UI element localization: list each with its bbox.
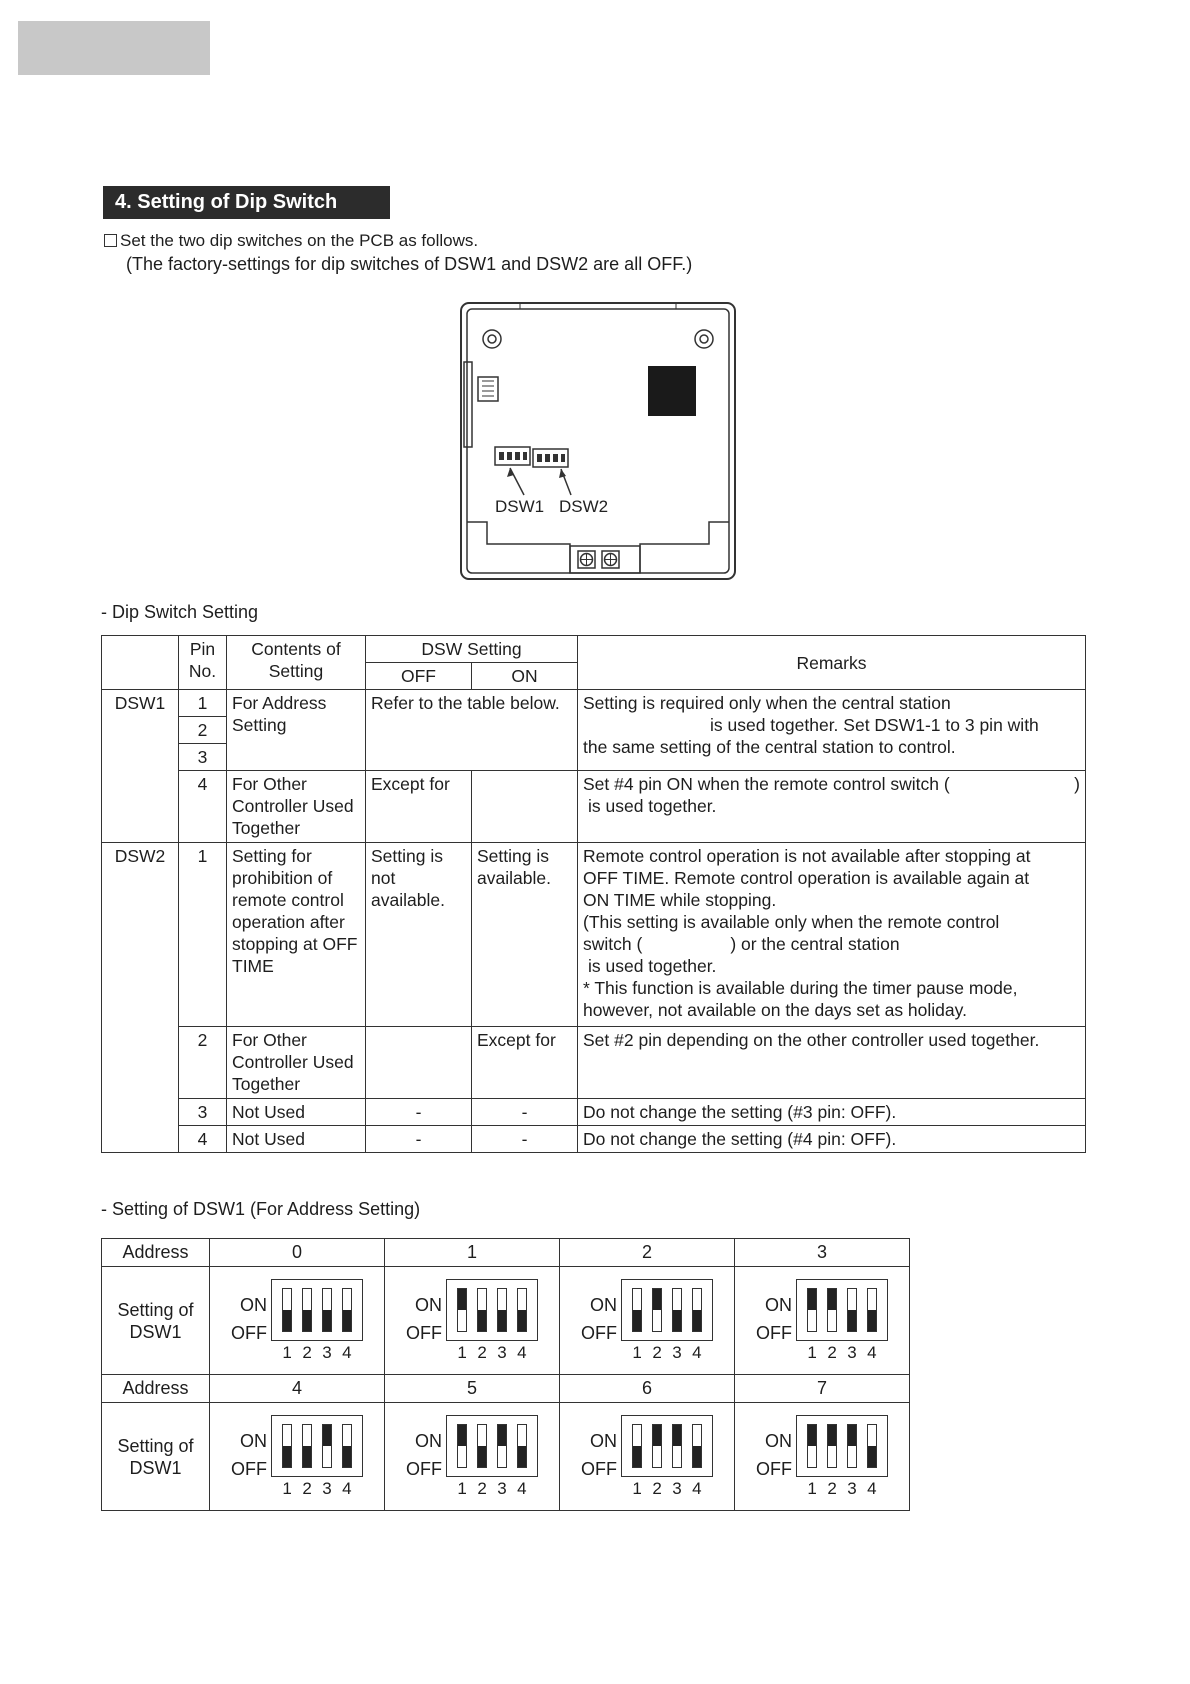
pin-cell: 2 bbox=[179, 1027, 227, 1099]
dip-pin-2-on bbox=[827, 1424, 837, 1468]
on-label: ON bbox=[765, 1294, 792, 1315]
pin-number: 4 bbox=[342, 1478, 352, 1498]
intro-line-2: (The factory-settings for dip switches of DSW1 and DSW2 are all OFF.) bbox=[126, 254, 693, 274]
remarks-text: Set #4 pin ON when the remote control switch ( bbox=[583, 774, 950, 794]
pin-number: 1 bbox=[807, 1478, 817, 1498]
off-except-for: Except for bbox=[366, 771, 472, 843]
header-pin-no: Pin No. bbox=[179, 636, 227, 690]
dip-pin-1-off bbox=[282, 1288, 292, 1332]
header-placeholder-box bbox=[18, 21, 210, 75]
on-dash: - bbox=[472, 1126, 578, 1153]
dip-switch-diagram bbox=[735, 1403, 910, 1511]
remarks-line: is used together. Set DSW1-1 to 3 pin with bbox=[710, 715, 1039, 735]
remarks-line: (This setting is available only when the remote control bbox=[583, 912, 1000, 932]
contents-not-used: Not Used bbox=[227, 1126, 366, 1153]
pin-cell: 1 bbox=[179, 690, 227, 717]
pin-number: 1 bbox=[457, 1478, 467, 1498]
pcb-label-dsw1: DSW1 bbox=[495, 497, 545, 516]
on-label: ON bbox=[765, 1430, 792, 1451]
pin-number: 3 bbox=[847, 1342, 857, 1362]
address-value: 1 bbox=[385, 1239, 560, 1267]
address-label: Address bbox=[102, 1239, 210, 1267]
pin-number: 3 bbox=[497, 1478, 507, 1498]
address-value: 7 bbox=[735, 1375, 910, 1403]
dip-switch-graphic bbox=[560, 1415, 734, 1499]
pin-number: 3 bbox=[672, 1342, 682, 1362]
pin-number: 3 bbox=[847, 1478, 857, 1498]
setting-row bbox=[102, 1267, 910, 1375]
off-label: OFF bbox=[231, 1458, 267, 1479]
dip-pin-4-off bbox=[867, 1424, 877, 1468]
pin-number: 1 bbox=[282, 1478, 292, 1498]
remarks-pin3: Do not change the setting (#3 pin: OFF). bbox=[578, 1099, 1086, 1126]
off-label: OFF bbox=[756, 1322, 792, 1343]
contents-address-setting: For Address Setting bbox=[227, 690, 366, 771]
row-label-dsw1: DSW1 bbox=[102, 690, 179, 843]
dip-pin-2-off bbox=[477, 1424, 487, 1468]
off-label: OFF bbox=[406, 1322, 442, 1343]
pin-number: 4 bbox=[692, 1342, 702, 1362]
dip-pin-3-on bbox=[672, 1424, 682, 1468]
off-label: OFF bbox=[756, 1458, 792, 1479]
dip-pin-3-off bbox=[847, 1288, 857, 1332]
dip-switch-icon bbox=[621, 1415, 713, 1477]
remarks-prohibition bbox=[578, 843, 1086, 1027]
dip-pin-4-off bbox=[342, 1424, 352, 1468]
dip-switch-graphic bbox=[385, 1279, 559, 1363]
remarks-pin2: Set #2 pin depending on the other controller used together. bbox=[578, 1027, 1086, 1099]
dip-pin-2-on bbox=[652, 1288, 662, 1332]
dip-pin-4-off bbox=[692, 1288, 702, 1332]
intro-line-1 bbox=[104, 231, 478, 251]
remarks-pin4: Do not change the setting (#4 pin: OFF). bbox=[578, 1126, 1086, 1153]
remarks-line: * This function is available during the timer pause mode, bbox=[583, 978, 1018, 998]
dip-switch-graphic bbox=[210, 1279, 384, 1363]
dip-pin-3-off bbox=[322, 1288, 332, 1332]
pin-number: 3 bbox=[322, 1342, 332, 1362]
remarks-text: ) bbox=[1074, 774, 1080, 794]
address-label: Address bbox=[102, 1375, 210, 1403]
setting-label: Setting of DSW1 bbox=[102, 1267, 210, 1375]
pin-number: 2 bbox=[827, 1342, 837, 1362]
pin-cell: 3 bbox=[179, 744, 227, 771]
remarks-line: Remote control operation is not available after stopping at bbox=[583, 846, 1031, 866]
contents-other-controller: For Other Controller Used Together bbox=[227, 771, 366, 843]
pcb-diagram bbox=[460, 302, 738, 580]
header-blank bbox=[102, 636, 179, 690]
dip-pin-1-on bbox=[807, 1288, 817, 1332]
off-label: OFF bbox=[581, 1458, 617, 1479]
off-dash: - bbox=[366, 1126, 472, 1153]
contents-other-controller-2: For Other Controller Used Together bbox=[227, 1027, 366, 1099]
dip-pin-2-off bbox=[302, 1424, 312, 1468]
address-row bbox=[102, 1239, 910, 1267]
pin-number: 2 bbox=[302, 1478, 312, 1498]
off-dash: - bbox=[366, 1099, 472, 1126]
dip-pin-4-off bbox=[517, 1424, 527, 1468]
remarks-line: is used together. bbox=[588, 956, 717, 976]
pin-number: 3 bbox=[672, 1478, 682, 1498]
contents-prohibition: Setting for prohibition of remote control operation after stopping at OFF TIME bbox=[227, 843, 366, 1027]
header-off: OFF bbox=[366, 663, 472, 690]
dip-pin-4-off bbox=[867, 1288, 877, 1332]
pin-number: 1 bbox=[807, 1342, 817, 1362]
dip-switch-graphic bbox=[735, 1279, 909, 1363]
dip-pin-2-off bbox=[477, 1288, 487, 1332]
dip-pin-3-off bbox=[497, 1288, 507, 1332]
off-label: OFF bbox=[406, 1458, 442, 1479]
header-contents: Contents of Setting bbox=[227, 636, 366, 690]
pin-number: 1 bbox=[632, 1478, 642, 1498]
remarks-line: is used together. bbox=[588, 796, 717, 816]
dip-switch-graphic bbox=[210, 1415, 384, 1499]
dip-switch-diagram bbox=[560, 1403, 735, 1511]
dip-switch-diagram bbox=[385, 1403, 560, 1511]
setting-row bbox=[102, 1403, 910, 1511]
dip-switch-setting-title: - Dip Switch Setting bbox=[101, 602, 259, 622]
dip-pin-1-on bbox=[457, 1424, 467, 1468]
on-label: ON bbox=[590, 1430, 617, 1451]
dip-switch-icon bbox=[271, 1279, 363, 1341]
dip-pin-3-off bbox=[672, 1288, 682, 1332]
dip-pin-1-off bbox=[632, 1288, 642, 1332]
address-row bbox=[102, 1375, 910, 1403]
address-value: 6 bbox=[560, 1375, 735, 1403]
pin-number: 4 bbox=[517, 1478, 527, 1498]
dip-switch-icon bbox=[271, 1415, 363, 1477]
remarks-line bbox=[583, 773, 1080, 795]
pin-number: 4 bbox=[867, 1478, 877, 1498]
checkbox-bullet-icon bbox=[104, 234, 117, 247]
dip-pin-4-off bbox=[692, 1424, 702, 1468]
dip-pin-2-on bbox=[827, 1288, 837, 1332]
on-label: ON bbox=[590, 1294, 617, 1315]
dip-switch-icon bbox=[446, 1279, 538, 1341]
pin-cell: 3 bbox=[179, 1099, 227, 1126]
pin-number: 3 bbox=[497, 1342, 507, 1362]
setting-label: Setting of DSW1 bbox=[102, 1403, 210, 1511]
remarks-line bbox=[583, 933, 1080, 955]
off-not-available: Setting is not available. bbox=[366, 843, 472, 1027]
chip-icon bbox=[648, 366, 696, 416]
dip-switch-graphic bbox=[385, 1415, 559, 1499]
header-dsw-setting: DSW Setting bbox=[366, 636, 578, 663]
remarks-line: the same setting of the central station to control. bbox=[583, 737, 956, 757]
dip-pin-1-on bbox=[457, 1288, 467, 1332]
address-value: 5 bbox=[385, 1375, 560, 1403]
off-refer-table: Refer to the table below. bbox=[366, 690, 578, 771]
dip-pin-1-off bbox=[632, 1424, 642, 1468]
on-dash: - bbox=[472, 1099, 578, 1126]
remarks-line: ON TIME while stopping. bbox=[583, 890, 777, 910]
section-heading: 4. Setting of Dip Switch bbox=[103, 186, 390, 219]
dip-pin-2-on bbox=[652, 1424, 662, 1468]
on-label: ON bbox=[240, 1294, 267, 1315]
on-label: ON bbox=[415, 1430, 442, 1451]
dip-pin-4-off bbox=[342, 1288, 352, 1332]
pin-number: 2 bbox=[302, 1342, 312, 1362]
remarks-line: Setting is required only when the central station bbox=[583, 693, 951, 713]
remarks-text: switch ( bbox=[583, 934, 643, 954]
intro-line-1-text: Set the two dip switches on the PCB as follows. bbox=[120, 231, 479, 250]
pin-cell: 4 bbox=[179, 1126, 227, 1153]
dip-pin-2-off bbox=[302, 1288, 312, 1332]
dip-switch-diagram bbox=[210, 1267, 385, 1375]
screw-hole-icon bbox=[483, 330, 501, 348]
address-value: 4 bbox=[210, 1375, 385, 1403]
remarks-line: however, not available on the days set as holiday. bbox=[583, 1000, 967, 1020]
pin-number: 2 bbox=[652, 1478, 662, 1498]
pin-number: 4 bbox=[867, 1342, 877, 1362]
address-value: 0 bbox=[210, 1239, 385, 1267]
off-label: OFF bbox=[231, 1322, 267, 1343]
on-label: ON bbox=[240, 1430, 267, 1451]
dip-switch-icon bbox=[796, 1279, 888, 1341]
contents-not-used: Not Used bbox=[227, 1099, 366, 1126]
remarks-line: OFF TIME. Remote control operation is available again at bbox=[583, 868, 1030, 888]
pin-number: 1 bbox=[632, 1342, 642, 1362]
dip-pin-3-on bbox=[497, 1424, 507, 1468]
dip-switch-diagram bbox=[735, 1267, 910, 1375]
off-label: OFF bbox=[581, 1322, 617, 1343]
dip-pin-1-on bbox=[807, 1424, 817, 1468]
pin-number: 2 bbox=[477, 1478, 487, 1498]
address-value: 2 bbox=[560, 1239, 735, 1267]
pin-number: 4 bbox=[517, 1342, 527, 1362]
pin-number: 4 bbox=[342, 1342, 352, 1362]
pin-cell: 2 bbox=[179, 717, 227, 744]
dip-switch-diagram bbox=[385, 1267, 560, 1375]
pin-number: 1 bbox=[282, 1342, 292, 1362]
pin-cell: 4 bbox=[179, 771, 227, 843]
address-value: 3 bbox=[735, 1239, 910, 1267]
dip-pin-4-off bbox=[517, 1288, 527, 1332]
dip-pin-1-off bbox=[282, 1424, 292, 1468]
on-blank bbox=[472, 771, 578, 843]
pin-number: 2 bbox=[827, 1478, 837, 1498]
pin-number: 1 bbox=[457, 1342, 467, 1362]
header-on: ON bbox=[472, 663, 578, 690]
pin-number: 3 bbox=[322, 1478, 332, 1498]
address-setting-table bbox=[101, 1238, 910, 1511]
pin-cell: 1 bbox=[179, 843, 227, 1027]
dip-switch-icon bbox=[796, 1415, 888, 1477]
dip-pin-3-on bbox=[847, 1424, 857, 1468]
pcb-label-dsw2: DSW2 bbox=[559, 497, 609, 516]
dip-pin-3-on bbox=[322, 1424, 332, 1468]
header-remarks: Remarks bbox=[578, 636, 1086, 690]
pin-number: 4 bbox=[692, 1478, 702, 1498]
row-label-dsw2: DSW2 bbox=[102, 843, 179, 1153]
pin-number: 2 bbox=[652, 1342, 662, 1362]
on-except-for: Except for bbox=[472, 1027, 578, 1099]
off-blank bbox=[366, 1027, 472, 1099]
dip-switch-setting-table bbox=[101, 635, 1086, 1153]
on-available: Setting is available. bbox=[472, 843, 578, 1027]
address-setting-title: - Setting of DSW1 (For Address Setting) bbox=[101, 1199, 421, 1219]
dip-switch-graphic bbox=[735, 1415, 909, 1499]
dip-switch-graphic bbox=[560, 1279, 734, 1363]
remarks-address-setting bbox=[578, 690, 1086, 771]
remarks-other-controller bbox=[578, 771, 1086, 843]
pin-number: 2 bbox=[477, 1342, 487, 1362]
remarks-text: ) or the central station bbox=[730, 934, 900, 954]
screw-hole-icon bbox=[695, 330, 713, 348]
dip-switch-diagram bbox=[560, 1267, 735, 1375]
dip-switch-diagram bbox=[210, 1403, 385, 1511]
on-label: ON bbox=[415, 1294, 442, 1315]
dip-switch-icon bbox=[621, 1279, 713, 1341]
dip-switch-icon bbox=[446, 1415, 538, 1477]
